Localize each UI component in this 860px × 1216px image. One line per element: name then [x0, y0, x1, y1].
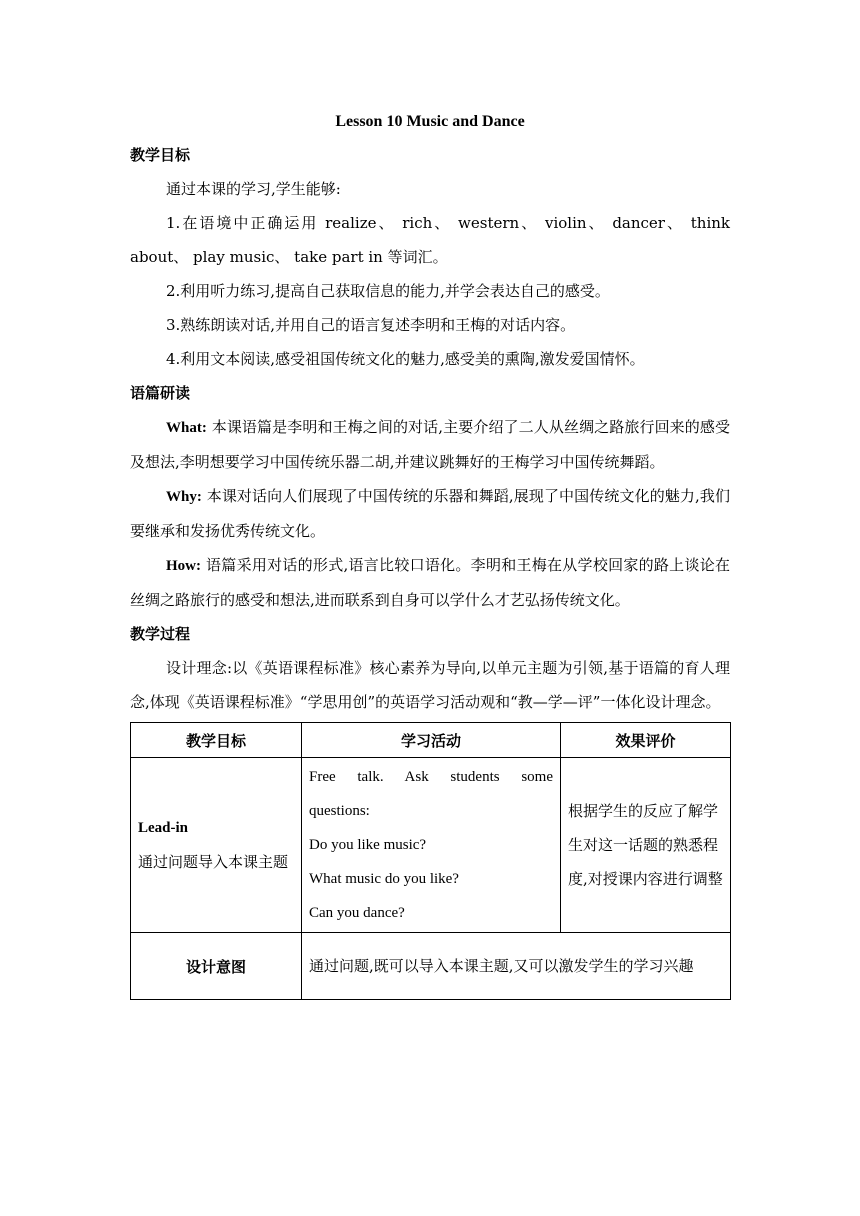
- process-intro: 设计理念:以《英语课程标准》核心素养为导向,以单元主题为引领,基于语篇的育人理念,体现《英语课程标准》“学思用创”的英语学习活动观和“教—学—评”一体化设计理念。: [130, 659, 730, 711]
- table-row: [131, 933, 731, 1000]
- activity-question-3: Can you dance?: [309, 905, 405, 921]
- why-text: 本课对话向人们展现了中国传统的乐器和舞蹈,展现了中国传统文化的魅力,我们要继承和发扬优秀传统文化。: [130, 487, 730, 540]
- how-text: 语篇采用对话的形式,语言比较口语化。李明和王梅在从学校回家的路上谈论在丝绸之路旅行的感受和想法,进而联系到自身可以学什么才艺弘扬传统文化。: [130, 556, 730, 609]
- leadin-goal-cell: [131, 758, 302, 933]
- header-goal: 教学目标: [131, 723, 302, 758]
- objective-item-2: 2.利用听力练习,提高自己获取信息的能力,并学会表达自己的感受。: [166, 282, 610, 300]
- leadin-goal: 通过问题导入本课主题: [138, 853, 289, 871]
- document-page: [130, 106, 730, 1000]
- lesson-title: Lesson 10 Music and Dance: [335, 113, 525, 130]
- evaluation-text: 根据学生的反应了解学生对这一话题的熟悉程度,对授课内容进行调整: [568, 802, 723, 888]
- analysis-heading: 语篇研读: [130, 384, 191, 402]
- objective-item-3: 3.熟练朗读对话,并用自己的语言复述李明和王梅的对话内容。: [166, 316, 576, 334]
- objectives-intro: 通过本课的学习,学生能够:: [166, 180, 341, 198]
- objectives-heading: 教学目标: [130, 146, 191, 164]
- process-heading: 教学过程: [130, 625, 191, 643]
- activity-cell: [302, 758, 561, 933]
- what-paragraph: [130, 410, 730, 479]
- activity-line-2: questions:: [309, 803, 370, 819]
- how-label: How:: [166, 558, 201, 574]
- what-label: What:: [166, 420, 207, 436]
- activity-question-1: Do you like music?: [309, 837, 427, 853]
- intent-label: 设计意图: [131, 933, 302, 1000]
- header-activity: 学习活动: [302, 723, 561, 758]
- what-text: 本课语篇是李明和王梅之间的对话,主要介绍了二人从丝绸之路旅行回来的感受及想法,李明想要学习中国传统乐器二胡,并建议跳舞好的王梅学习中国传统舞蹈。: [130, 418, 730, 471]
- intent-text: 通过问题,既可以导入本课主题,又可以激发学生的学习兴趣: [302, 933, 731, 1000]
- why-label: Why:: [166, 489, 202, 505]
- leadin-title: Lead-in: [138, 820, 189, 836]
- activity-line-1: Free talk. Ask students some: [309, 769, 553, 785]
- table-header-row: [131, 723, 731, 758]
- objective-item-4: 4.利用文本阅读,感受祖国传统文化的魅力,感受美的熏陶,激发爱国情怀。: [166, 350, 645, 368]
- activity-question-2: What music do you like?: [309, 871, 459, 887]
- why-paragraph: [130, 479, 730, 548]
- lesson-plan-table: [130, 722, 731, 1000]
- header-evaluation: 效果评价: [561, 723, 731, 758]
- table-row: [131, 758, 731, 933]
- evaluation-cell: [561, 758, 731, 933]
- objective-item-1: 1.在语境中正确运用 realize、 rich、 western、 violin、 dancer、 think about、 play music、 take part in 等词汇。: [130, 214, 730, 266]
- how-paragraph: [130, 548, 730, 617]
